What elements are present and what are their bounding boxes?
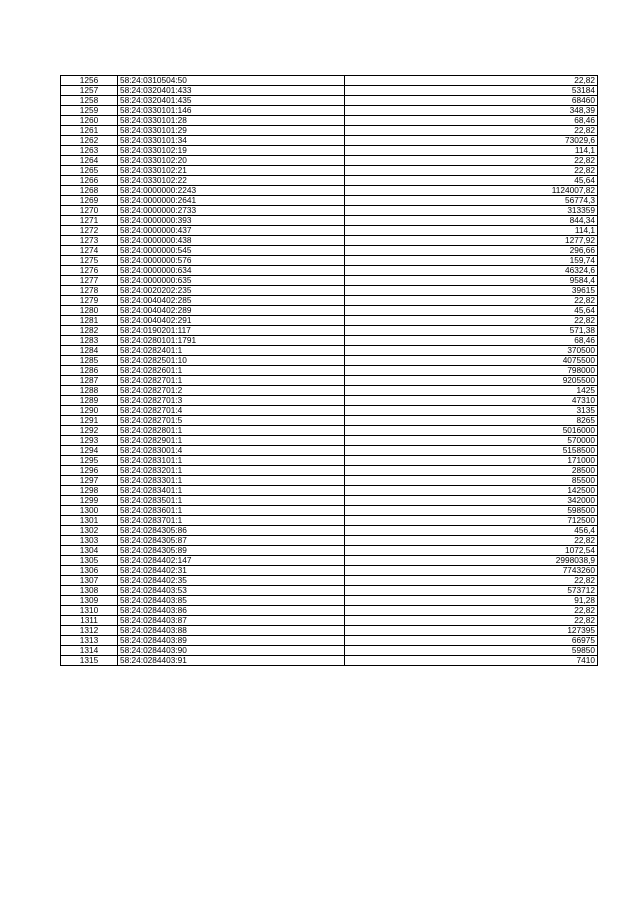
cadastral-value-cell: 1072,54 [345,546,598,556]
cadastral-value-cell: 798000 [345,366,598,376]
table-row [61,596,598,606]
row-number-cell: 1315 [61,656,118,666]
cadastral-number-cell: 58:24:0282501:10 [118,356,345,366]
cadastral-value-cell: 9584,4 [345,276,598,286]
row-number-cell: 1275 [61,256,118,266]
cadastral-number-cell: 58:24:0283301:1 [118,476,345,486]
row-number-cell: 1299 [61,496,118,506]
cadastral-number-cell: 58:24:0000000:2733 [118,206,345,216]
cadastral-value-cell: 4075500 [345,356,598,366]
cadastral-value-cell: 39615 [345,286,598,296]
cadastral-value-cell: 348,39 [345,106,598,116]
row-number-cell: 1270 [61,206,118,216]
table-row [61,346,598,356]
table-row [61,156,598,166]
cadastral-number-cell: 58:24:0330102:20 [118,156,345,166]
row-number-cell: 1262 [61,136,118,146]
cadastral-value-cell: 313359 [345,206,598,216]
cadastral-value-cell: 296,66 [345,246,598,256]
table-body [61,76,598,666]
row-number-cell: 1288 [61,386,118,396]
cadastral-value-cell: 22,82 [345,296,598,306]
row-number-cell: 1268 [61,186,118,196]
table-row [61,356,598,366]
row-number-cell: 1282 [61,326,118,336]
table-row [61,536,598,546]
row-number-cell: 1258 [61,96,118,106]
cadastral-number-cell: 58:24:0282701:5 [118,416,345,426]
table-row [61,656,598,666]
cadastral-value-cell: 22,82 [345,156,598,166]
row-number-cell: 1263 [61,146,118,156]
cadastral-value-cell: 91,28 [345,596,598,606]
cadastral-number-cell: 58:24:0020202:235 [118,286,345,296]
cadastral-number-cell: 58:24:0282601:1 [118,366,345,376]
cadastral-value-cell: 1425 [345,386,598,396]
row-number-cell: 1284 [61,346,118,356]
table-row [61,526,598,536]
cadastral-number-cell: 58:24:0284305:89 [118,546,345,556]
cadastral-value-cell: 22,82 [345,316,598,326]
cadastral-number-cell: 58:24:0330101:29 [118,126,345,136]
table-row [61,166,598,176]
row-number-cell: 1312 [61,626,118,636]
table-row [61,556,598,566]
cadastral-value-cell: 171000 [345,456,598,466]
table-row [61,76,598,86]
cadastral-number-cell: 58:24:0310504:50 [118,76,345,86]
row-number-cell: 1286 [61,366,118,376]
table-row [61,186,598,196]
cadastral-number-cell: 58:24:0284403:91 [118,656,345,666]
cadastral-number-cell: 58:24:0190201:117 [118,326,345,336]
cadastral-number-cell: 58:24:0284305:87 [118,536,345,546]
table-row [61,466,598,476]
cadastral-value-cell: 22,82 [345,606,598,616]
row-number-cell: 1307 [61,576,118,586]
cadastral-value-cell: 68,46 [345,336,598,346]
row-number-cell: 1289 [61,396,118,406]
row-number-cell: 1259 [61,106,118,116]
cadastral-value-cell: 66975 [345,636,598,646]
row-number-cell: 1261 [61,126,118,136]
table-row [61,426,598,436]
cadastral-value-cell: 5158500 [345,446,598,456]
table-row [61,436,598,446]
row-number-cell: 1306 [61,566,118,576]
table-row [61,216,598,226]
table-row [61,336,598,346]
table-row [61,586,598,596]
row-number-cell: 1303 [61,536,118,546]
cadastral-number-cell: 58:24:0282701:4 [118,406,345,416]
cadastral-value-cell: 844,34 [345,216,598,226]
cadastral-number-cell: 58:24:0040402:289 [118,306,345,316]
row-number-cell: 1296 [61,466,118,476]
table-row [61,296,598,306]
row-number-cell: 1285 [61,356,118,366]
cadastral-number-cell: 58:24:0282401:1 [118,346,345,356]
table-row [61,226,598,236]
cadastral-value-cell: 22,82 [345,576,598,586]
table-row [61,456,598,466]
cadastral-value-cell: 22,82 [345,76,598,86]
row-number-cell: 1300 [61,506,118,516]
row-number-cell: 1305 [61,556,118,566]
cadastral-value-cell: 45,64 [345,176,598,186]
row-number-cell: 1276 [61,266,118,276]
row-number-cell: 1277 [61,276,118,286]
cadastral-value-cell: 5016000 [345,426,598,436]
cadastral-number-cell: 58:24:0284403:85 [118,596,345,606]
cadastral-value-cell: 712500 [345,516,598,526]
cadastral-value-cell: 3135 [345,406,598,416]
cadastral-value-cell: 1124007,82 [345,186,598,196]
cadastral-number-cell: 58:24:0000000:393 [118,216,345,226]
row-number-cell: 1313 [61,636,118,646]
row-number-cell: 1287 [61,376,118,386]
cadastral-number-cell: 58:24:0284403:86 [118,606,345,616]
row-number-cell: 1291 [61,416,118,426]
row-number-cell: 1257 [61,86,118,96]
table-row [61,606,598,616]
row-number-cell: 1294 [61,446,118,456]
row-number-cell: 1272 [61,226,118,236]
cadastral-value-cell: 56774,3 [345,196,598,206]
table-row [61,306,598,316]
table-row [61,576,598,586]
table-row [61,276,598,286]
cadastral-number-cell: 58:24:0320401:435 [118,96,345,106]
row-number-cell: 1256 [61,76,118,86]
row-number-cell: 1266 [61,176,118,186]
cadastral-value-cell: 73029,6 [345,136,598,146]
cadastral-value-cell: 68,46 [345,116,598,126]
row-number-cell: 1260 [61,116,118,126]
cadastral-value-cell: 46324,6 [345,266,598,276]
row-number-cell: 1293 [61,436,118,446]
cadastral-value-cell: 22,82 [345,536,598,546]
table-row [61,636,598,646]
cadastral-number-cell: 58:24:0282701:3 [118,396,345,406]
row-number-cell: 1290 [61,406,118,416]
row-number-cell: 1274 [61,246,118,256]
cadastral-number-cell: 58:24:0282801:1 [118,426,345,436]
table-row [61,496,598,506]
table-row [61,326,598,336]
cadastral-value-cell: 142500 [345,486,598,496]
table-row [61,626,598,636]
cadastral-number-cell: 58:24:0284402:147 [118,556,345,566]
cadastral-number-cell: 58:24:0000000:634 [118,266,345,276]
table-row [61,256,598,266]
row-number-cell: 1279 [61,296,118,306]
cadastral-value-cell: 8265 [345,416,598,426]
cadastral-number-cell: 58:24:0283501:1 [118,496,345,506]
cadastral-value-cell: 68460 [345,96,598,106]
row-number-cell: 1309 [61,596,118,606]
row-number-cell: 1292 [61,426,118,436]
cadastral-number-cell: 58:24:0284402:31 [118,566,345,576]
cadastral-value-cell: 53184 [345,86,598,96]
table-row [61,286,598,296]
cadastral-number-cell: 58:24:0282701:1 [118,376,345,386]
cadastral-number-cell: 58:24:0000000:545 [118,246,345,256]
row-number-cell: 1295 [61,456,118,466]
row-number-cell: 1278 [61,286,118,296]
row-number-cell: 1271 [61,216,118,226]
table-row [61,446,598,456]
cadastral-number-cell: 58:24:0284403:90 [118,646,345,656]
cadastral-value-cell: 2998038,9 [345,556,598,566]
cadastral-value-cell: 22,82 [345,126,598,136]
cadastral-value-cell: 85500 [345,476,598,486]
cadastral-value-cell: 22,82 [345,166,598,176]
row-number-cell: 1302 [61,526,118,536]
cadastral-value-cell: 7410 [345,656,598,666]
row-number-cell: 1310 [61,606,118,616]
table-row [61,406,598,416]
table-row [61,246,598,256]
table-row [61,316,598,326]
cadastral-value-cell: 9205500 [345,376,598,386]
table-row [61,116,598,126]
cadastral-number-cell: 58:24:0000000:635 [118,276,345,286]
cadastral-value-cell: 28500 [345,466,598,476]
cadastral-value-cell: 114,1 [345,146,598,156]
cadastral-value-cell: 114,1 [345,226,598,236]
row-number-cell: 1308 [61,586,118,596]
cadastral-value-cell: 370500 [345,346,598,356]
cadastral-number-cell: 58:24:0000000:437 [118,226,345,236]
cadastral-number-cell: 58:24:0284402:35 [118,576,345,586]
row-number-cell: 1283 [61,336,118,346]
row-number-cell: 1314 [61,646,118,656]
row-number-cell: 1269 [61,196,118,206]
cadastral-number-cell: 58:24:0282701:2 [118,386,345,396]
cadastral-number-cell: 58:24:0284403:88 [118,626,345,636]
table-row [61,416,598,426]
table-row [61,86,598,96]
table-row [61,106,598,116]
cadastral-number-cell: 58:24:0282901:1 [118,436,345,446]
cadastral-value-cell: 7743260 [345,566,598,576]
cadastral-value-cell: 456,4 [345,526,598,536]
cadastral-value-cell: 570000 [345,436,598,446]
row-number-cell: 1298 [61,486,118,496]
table-row [61,366,598,376]
cadastral-number-cell: 58:24:0284403:87 [118,616,345,626]
row-number-cell: 1280 [61,306,118,316]
table-row [61,266,598,276]
table-row [61,376,598,386]
cadastral-value-cell: 127395 [345,626,598,636]
table-row [61,646,598,656]
cadastral-number-cell: 58:24:0040402:291 [118,316,345,326]
cadastral-number-cell: 58:24:0284403:53 [118,586,345,596]
cadastral-number-cell: 58:24:0284403:89 [118,636,345,646]
cadastral-number-cell: 58:24:0330101:146 [118,106,345,116]
table-row [61,126,598,136]
row-number-cell: 1264 [61,156,118,166]
cadastral-number-cell: 58:24:0330101:34 [118,136,345,146]
table-row [61,476,598,486]
cadastral-number-cell: 58:24:0283001:4 [118,446,345,456]
table-row [61,176,598,186]
table-row [61,566,598,576]
cadastral-number-cell: 58:24:0040402:285 [118,296,345,306]
cadastral-number-cell: 58:24:0330102:19 [118,146,345,156]
row-number-cell: 1297 [61,476,118,486]
cadastral-value-cell: 45,64 [345,306,598,316]
cadastral-number-cell: 58:24:0330101:28 [118,116,345,126]
row-number-cell: 1281 [61,316,118,326]
cadastral-value-cell: 573712 [345,586,598,596]
cadastral-value-cell: 159,74 [345,256,598,266]
cadastral-value-cell: 22,82 [345,616,598,626]
table-row [61,506,598,516]
cadastral-number-cell: 58:24:0000000:2243 [118,186,345,196]
table-row [61,136,598,146]
table-row [61,546,598,556]
cadastral-value-cell: 1277,92 [345,236,598,246]
cadastral-number-cell: 58:24:0283601:1 [118,506,345,516]
cadastral-number-cell: 58:24:0283201:1 [118,466,345,476]
cadastral-number-cell: 58:24:0283101:1 [118,456,345,466]
table-row [61,196,598,206]
cadastral-number-cell: 58:24:0283701:1 [118,516,345,526]
row-number-cell: 1301 [61,516,118,526]
cadastral-number-cell: 58:24:0000000:2641 [118,196,345,206]
cadastral-number-cell: 58:24:0000000:438 [118,236,345,246]
table-row [61,206,598,216]
table-row [61,516,598,526]
row-number-cell: 1311 [61,616,118,626]
row-number-cell: 1265 [61,166,118,176]
table-row [61,396,598,406]
table-row [61,146,598,156]
table-row [61,616,598,626]
cadastral-number-cell: 58:24:0330102:22 [118,176,345,186]
cadastral-value-cell: 59850 [345,646,598,656]
cadastral-number-cell: 58:24:0283401:1 [118,486,345,496]
cadastral-number-cell: 58:24:0280101:1791 [118,336,345,346]
table-row [61,96,598,106]
table-row [61,486,598,496]
cadastral-number-cell: 58:24:0330102:21 [118,166,345,176]
cadastral-value-cell: 571,38 [345,326,598,336]
cadastral-number-cell: 58:24:0284305:86 [118,526,345,536]
row-number-cell: 1273 [61,236,118,246]
cadastral-value-cell: 598500 [345,506,598,516]
cadastral-number-cell: 58:24:0320401:433 [118,86,345,96]
row-number-cell: 1304 [61,546,118,556]
cadastral-value-table [60,75,598,666]
cadastral-value-cell: 342000 [345,496,598,506]
table-row [61,386,598,396]
cadastral-number-cell: 58:24:0000000:576 [118,256,345,266]
table-row [61,236,598,246]
cadastral-value-cell: 47310 [345,396,598,406]
